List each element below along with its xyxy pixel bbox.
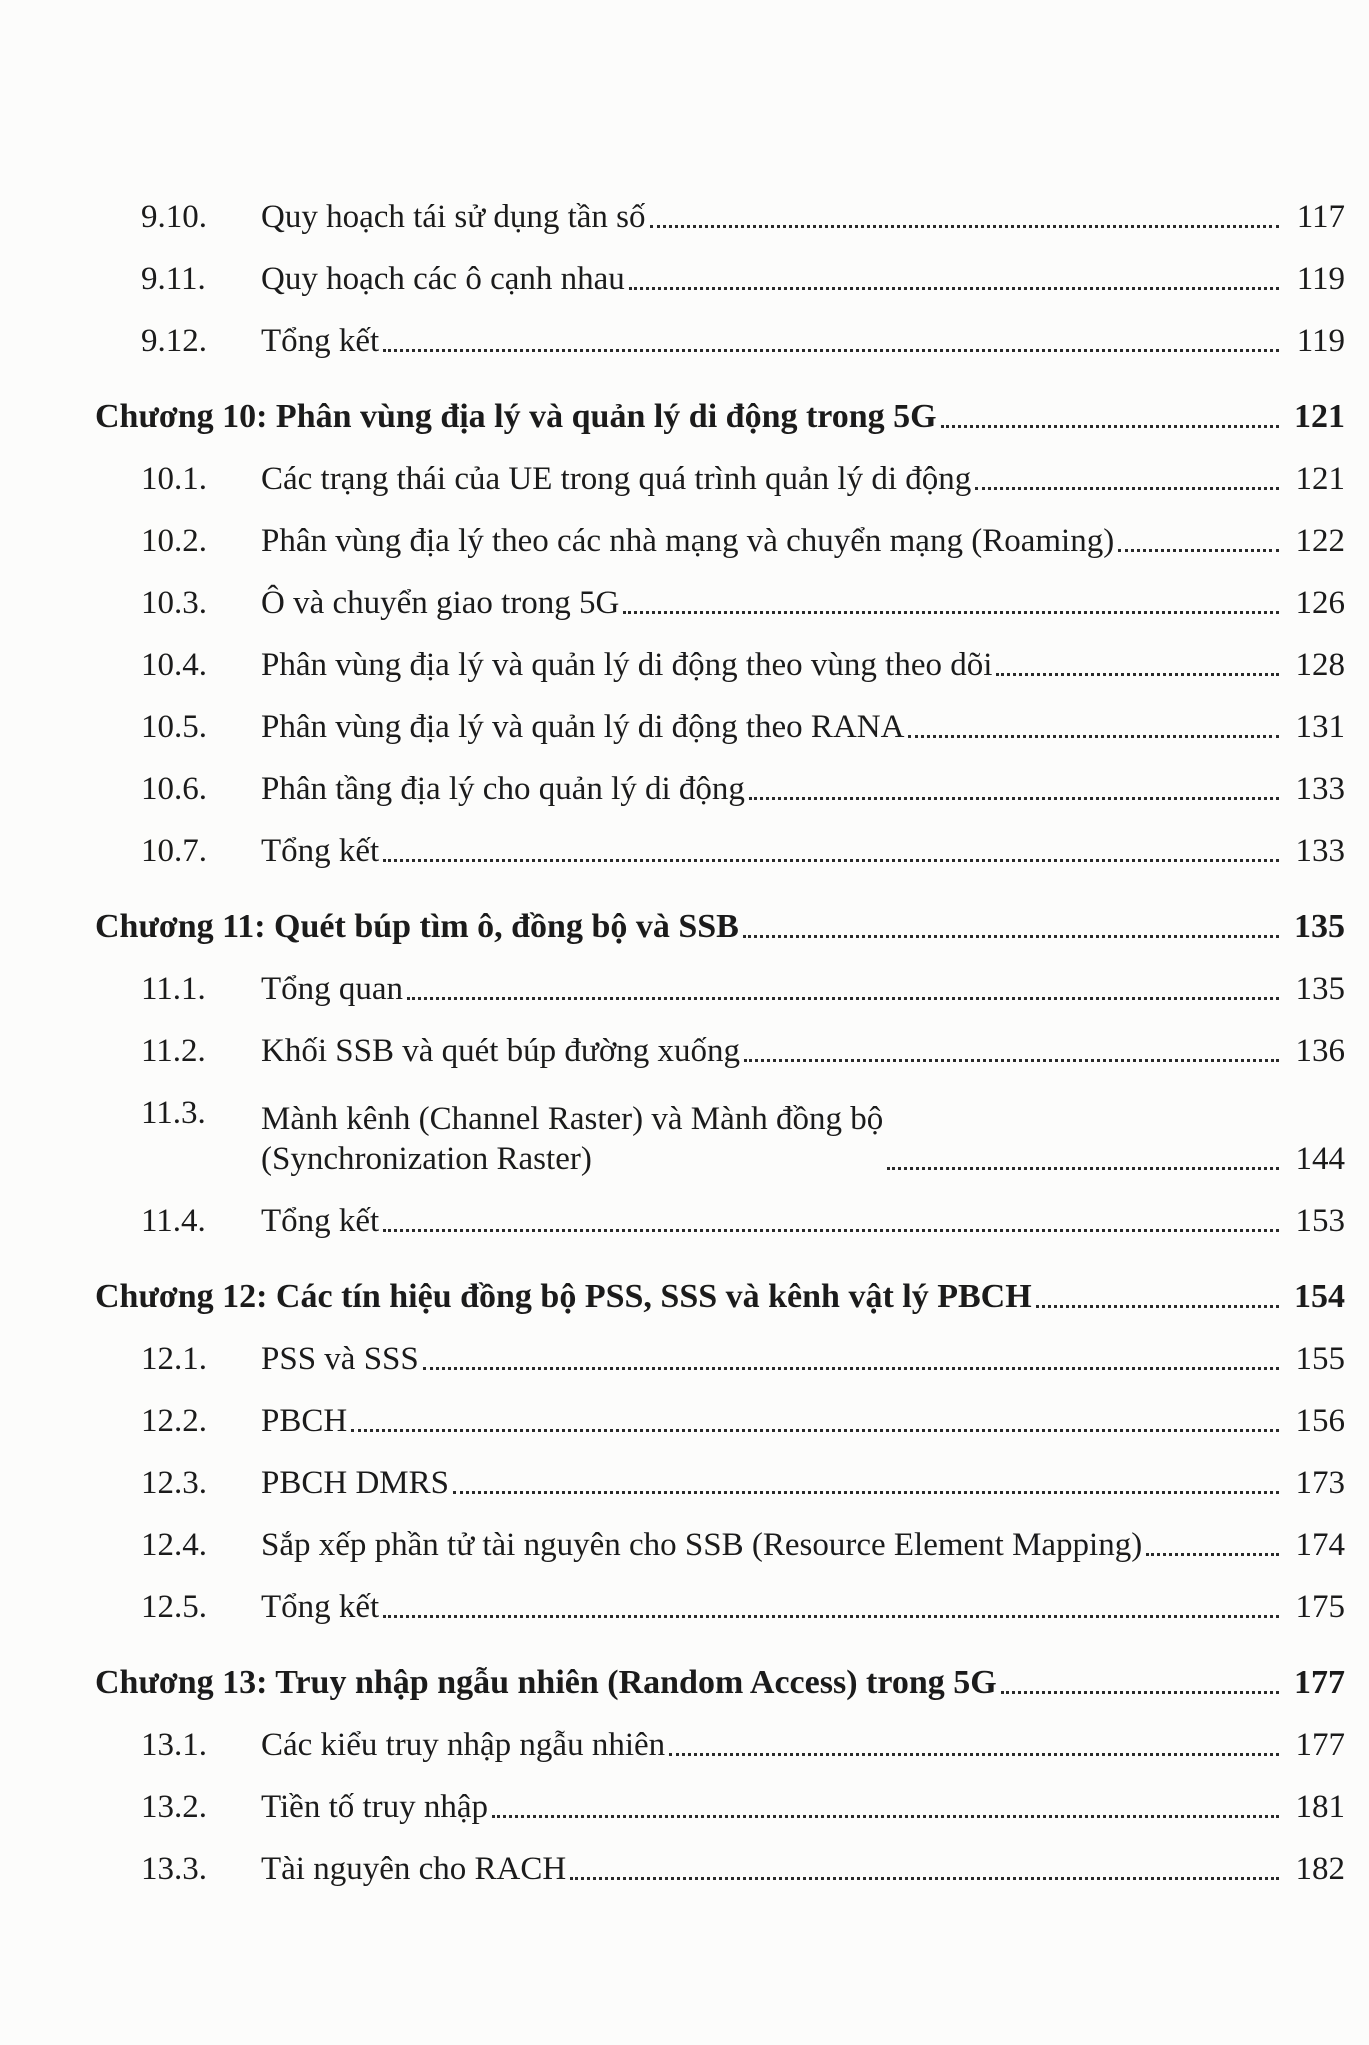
toc-chapter xyxy=(95,1627,1345,1703)
dot-leader xyxy=(407,997,1279,1000)
section-number: 12.4. xyxy=(141,1527,207,1563)
dot-leader xyxy=(623,611,1279,614)
toc-section xyxy=(95,1379,1345,1441)
section-number: 11.2. xyxy=(141,1033,206,1069)
dot-leader xyxy=(383,1229,1279,1232)
dot-leader xyxy=(351,1429,1279,1432)
toc-section xyxy=(95,561,1345,623)
section-number: 10.5. xyxy=(141,709,207,745)
toc-section xyxy=(95,1179,1345,1241)
toc-section xyxy=(95,747,1345,809)
page-number: 122 xyxy=(1295,523,1345,559)
toc-chapter xyxy=(95,1241,1345,1317)
dot-leader xyxy=(908,735,1279,738)
page-number: 175 xyxy=(1295,1589,1345,1625)
section-number: 11.4. xyxy=(141,1203,206,1239)
page-number: 126 xyxy=(1295,585,1345,621)
chapter-title: Chương 12: Các tín hiệu đồng bộ PSS, SSS và kênh vật lý PBCH xyxy=(95,1278,1032,1315)
toc-section xyxy=(95,947,1345,1009)
section-number: 13.2. xyxy=(141,1789,207,1825)
page-number: 136 xyxy=(1295,1033,1345,1069)
dot-leader xyxy=(744,1059,1279,1062)
toc-section xyxy=(95,1703,1345,1765)
section-title: PBCH DMRS xyxy=(261,1465,449,1501)
section-number: 12.5. xyxy=(141,1589,207,1625)
page-number: 135 xyxy=(1295,971,1345,1007)
section-title: Tổng kết xyxy=(261,1589,380,1625)
toc-section xyxy=(95,237,1345,299)
section-title: Tổng kết xyxy=(261,1203,380,1239)
section-title: Phân vùng địa lý và quản lý di động theo vùng theo dõi xyxy=(261,647,993,683)
chapter-title: Chương 10: Phân vùng địa lý và quản lý di động trong 5G xyxy=(95,398,937,435)
section-title: Phân tầng địa lý cho quản lý di động xyxy=(261,771,745,807)
section-title: Sắp xếp phần tử tài nguyên cho SSB (Resource Element Mapping) xyxy=(261,1527,1143,1563)
toc-section xyxy=(95,1441,1345,1503)
toc-section xyxy=(95,1827,1345,1889)
page-number: 156 xyxy=(1295,1403,1345,1439)
toc-section xyxy=(95,1565,1345,1627)
dot-leader xyxy=(1036,1305,1279,1308)
section-number: 12.3. xyxy=(141,1465,207,1501)
section-title: PSS và SSS xyxy=(261,1341,419,1377)
dot-leader xyxy=(383,349,1279,352)
dot-leader xyxy=(453,1491,1279,1494)
page-number: 173 xyxy=(1295,1465,1345,1501)
page-number: 119 xyxy=(1296,323,1345,359)
dot-leader xyxy=(629,287,1279,290)
section-title: Quy hoạch tái sử dụng tần số xyxy=(261,199,646,235)
dot-leader xyxy=(996,673,1279,676)
dot-leader xyxy=(743,935,1279,938)
page-number: 119 xyxy=(1296,261,1345,297)
page-number: 153 xyxy=(1295,1203,1345,1239)
dot-leader xyxy=(887,1167,1279,1170)
page-number: 144 xyxy=(1295,1141,1345,1177)
section-number: 10.6. xyxy=(141,771,207,807)
section-title: Ô và chuyển giao trong 5G xyxy=(261,585,620,621)
page-number: 133 xyxy=(1295,833,1345,869)
dot-leader xyxy=(1118,549,1279,552)
section-title-block xyxy=(261,1099,883,1179)
section-number: 10.1. xyxy=(141,461,207,497)
page-number: 133 xyxy=(1295,771,1345,807)
section-title: Các kiểu truy nhập ngẫu nhiên xyxy=(261,1727,666,1763)
section-number: 10.3. xyxy=(141,585,207,621)
section-title: Phân vùng địa lý và quản lý di động theo RANA xyxy=(261,709,905,745)
section-number: 9.12. xyxy=(141,323,207,359)
section-number: 9.10. xyxy=(141,199,207,235)
toc-section xyxy=(95,623,1345,685)
toc-section xyxy=(95,175,1345,237)
section-number: 10.2. xyxy=(141,523,207,559)
dot-leader xyxy=(749,797,1279,800)
table-of-contents xyxy=(95,175,1345,1889)
page-number: 177 xyxy=(1295,1727,1345,1763)
section-number: 10.7. xyxy=(141,833,207,869)
dot-leader xyxy=(492,1815,1279,1818)
toc-section xyxy=(95,1009,1345,1071)
section-number: 13.1. xyxy=(141,1727,207,1763)
page-number: 121 xyxy=(1294,398,1345,435)
section-number: 12.2. xyxy=(141,1403,207,1439)
dot-leader xyxy=(383,1615,1279,1618)
page-number: 128 xyxy=(1295,647,1345,683)
page-number: 155 xyxy=(1295,1341,1345,1377)
page-number: 174 xyxy=(1295,1527,1345,1563)
section-number: 10.4. xyxy=(141,647,207,683)
toc-section xyxy=(95,1765,1345,1827)
toc-chapter xyxy=(95,871,1345,947)
dot-leader xyxy=(650,225,1280,228)
toc-section xyxy=(95,809,1345,871)
section-title: Tổng kết xyxy=(261,323,380,359)
page-number: 181 xyxy=(1295,1789,1345,1825)
section-title: Tổng quan xyxy=(261,971,404,1007)
toc-section xyxy=(95,1317,1345,1379)
toc-section xyxy=(95,437,1345,499)
toc-section xyxy=(95,1503,1345,1565)
section-title: Mành kênh (Channel Raster) và Mành đồng bộ xyxy=(261,1101,884,1137)
dot-leader xyxy=(669,1753,1279,1756)
section-title: Quy hoạch các ô cạnh nhau xyxy=(261,261,625,297)
section-number: 11.3. xyxy=(141,1095,206,1131)
section-title: Các trạng thái của UE trong quá trình quản lý di động xyxy=(261,461,972,497)
section-title: Khối SSB và quét búp đường xuống xyxy=(261,1033,741,1069)
section-number: 9.11. xyxy=(141,261,206,297)
page-number: 121 xyxy=(1295,461,1345,497)
dot-leader xyxy=(1001,1691,1279,1694)
section-title: Tiền tố truy nhập xyxy=(261,1789,489,1825)
section-title: PBCH xyxy=(261,1403,348,1439)
toc-section xyxy=(95,499,1345,561)
section-title-continued: (Synchronization Raster) xyxy=(261,1141,592,1177)
section-number: 11.1. xyxy=(141,971,206,1007)
dot-leader xyxy=(570,1877,1279,1880)
chapter-title: Chương 11: Quét búp tìm ô, đồng bộ và SSB xyxy=(95,908,739,945)
page-number: 154 xyxy=(1294,1278,1345,1315)
dot-leader xyxy=(1146,1553,1279,1556)
dot-leader xyxy=(423,1367,1279,1370)
toc-chapter xyxy=(95,361,1345,437)
section-title: Phân vùng địa lý theo các nhà mạng và chuyển mạng (Roaming) xyxy=(261,523,1115,559)
toc-section xyxy=(95,299,1345,361)
page-number: 117 xyxy=(1296,199,1345,235)
page-number: 177 xyxy=(1294,1664,1345,1701)
section-number: 12.1. xyxy=(141,1341,207,1377)
section-number: 13.3. xyxy=(141,1851,207,1887)
dot-leader xyxy=(941,425,1279,428)
dot-leader xyxy=(383,859,1279,862)
dot-leader xyxy=(975,487,1279,490)
section-title: Tài nguyên cho RACH xyxy=(261,1851,567,1887)
page-number: 135 xyxy=(1294,908,1345,945)
page-number: 182 xyxy=(1295,1851,1345,1887)
toc-section xyxy=(95,685,1345,747)
section-title: Tổng kết xyxy=(261,833,380,869)
toc-section xyxy=(95,1071,1345,1179)
page-number: 131 xyxy=(1295,709,1345,745)
chapter-title: Chương 13: Truy nhập ngẫu nhiên (Random Access) trong 5G xyxy=(95,1664,997,1701)
